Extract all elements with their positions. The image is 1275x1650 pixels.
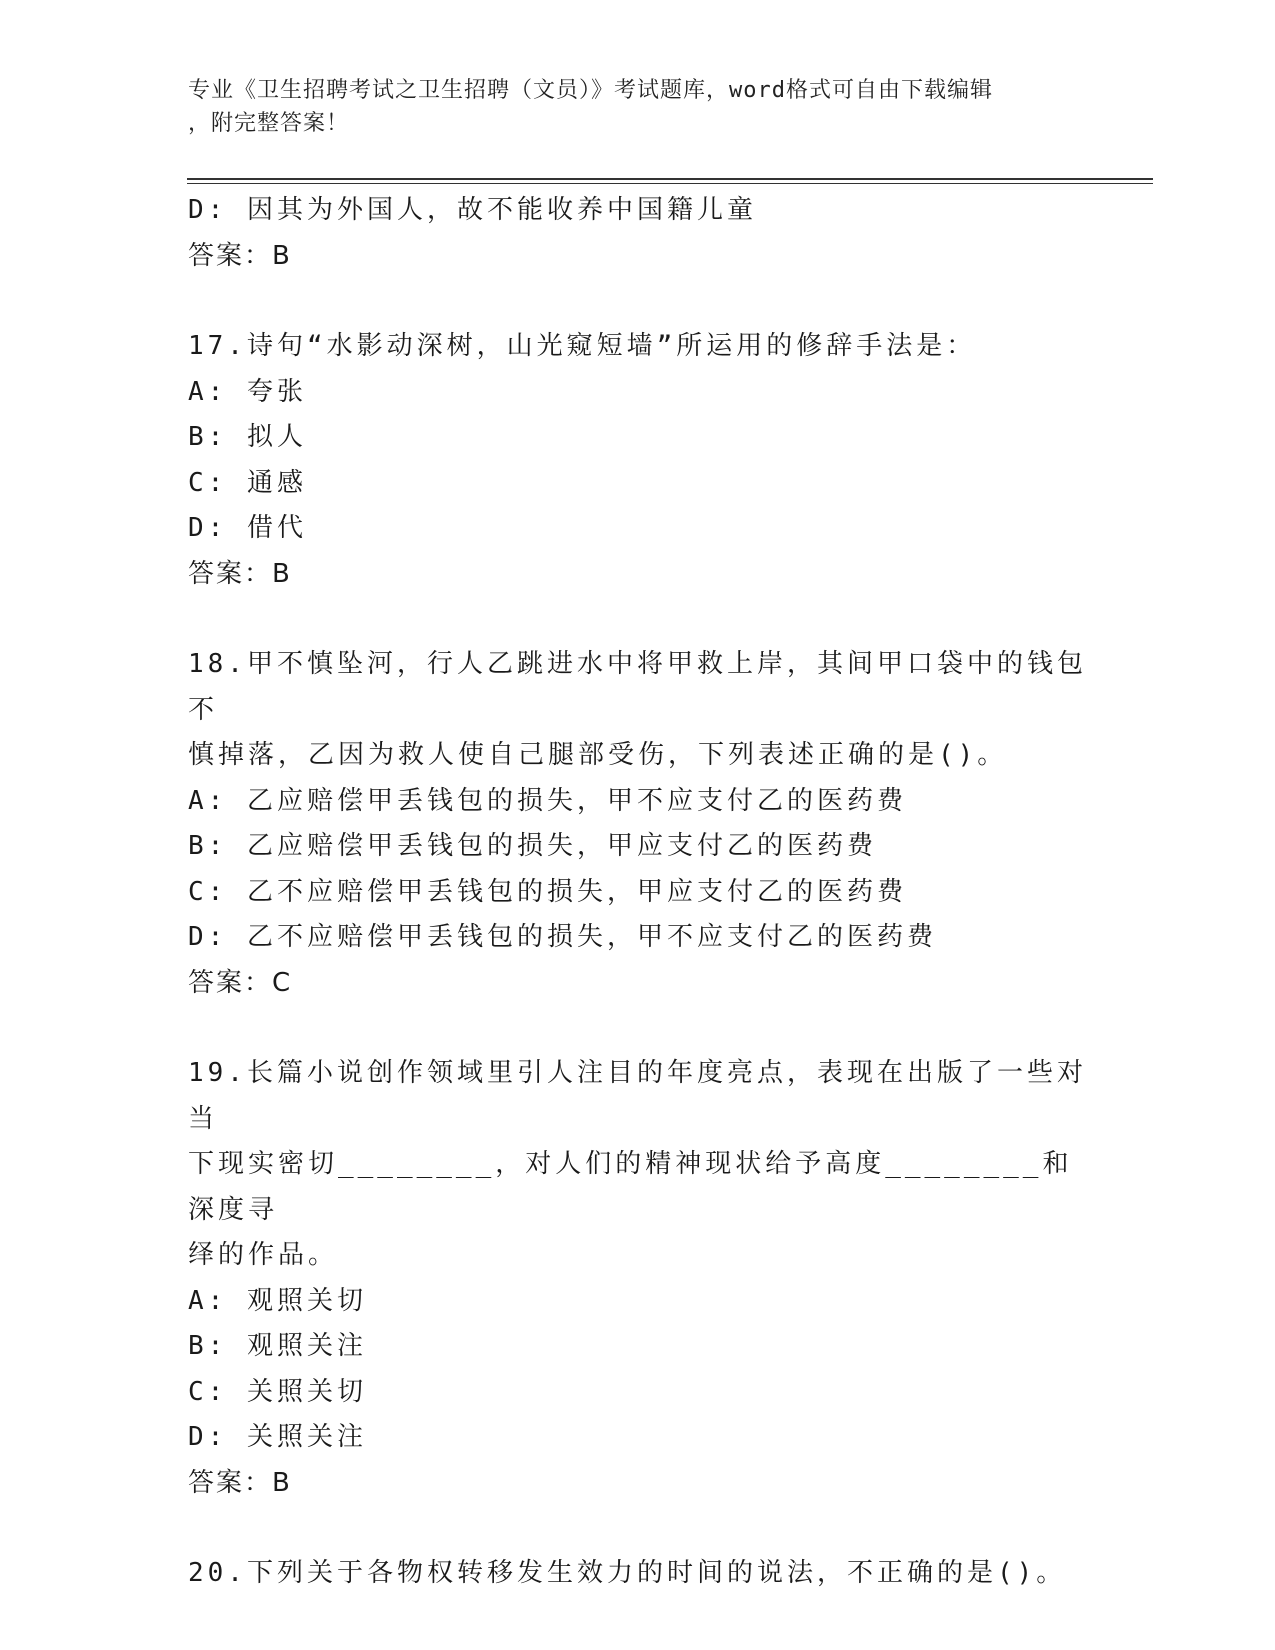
option-c: C: 通感 xyxy=(188,467,307,498)
header-text-line-2: ，附完整答案！ xyxy=(188,111,350,136)
question-stem-line-2: 慎掉落，乙因为救人使自己腿部受伤，下列表述正确的是()。 xyxy=(188,740,1008,770)
option-a: A: 观照关切 xyxy=(188,1285,367,1316)
question-stem-line-1: 19.长篇小说创作领域里引人注目的年度亮点，表现在出版了一些对当 xyxy=(188,1058,1087,1134)
question-stem: 17.诗句“水影动深树，山光窥短墙”所运用的修辞手法是： xyxy=(188,331,977,361)
question-list xyxy=(188,188,1088,1597)
option-a: A: 夸张 xyxy=(188,376,307,407)
option-d: D: 乙不应赔偿甲丢钱包的损失，甲不应支付乙的医药费 xyxy=(188,922,937,952)
header-divider-thin xyxy=(187,183,1153,184)
header-text-line-1: 专业《卫生招聘考试之卫生招聘（文员）》考试题库，word格式可自由下载编辑 xyxy=(188,78,993,103)
question-18 xyxy=(188,642,1088,1006)
question-carry-over xyxy=(188,188,1088,279)
option-d: D: 因其为外国人，故不能收养中国籍儿童 xyxy=(188,195,757,225)
question-17 xyxy=(188,324,1088,597)
answer-line: 答案：B xyxy=(188,240,292,271)
option-b: B: 拟人 xyxy=(188,422,307,452)
option-b: B: 乙应赔偿甲丢钱包的损失，甲应支付乙的医药费 xyxy=(188,831,877,861)
answer-line: 答案：B xyxy=(188,558,292,589)
question-20 xyxy=(188,1551,1088,1597)
question-19 xyxy=(188,1051,1088,1506)
option-a: A: 乙应赔偿甲丢钱包的损失，甲不应支付乙的医药费 xyxy=(188,785,907,816)
option-d: D: 借代 xyxy=(188,513,307,543)
option-b: B: 观照关注 xyxy=(188,1331,367,1361)
answer-line: 答案：C xyxy=(188,967,293,998)
question-stem-line-3: 绎的作品。 xyxy=(188,1240,339,1270)
option-d: D: 关照关注 xyxy=(188,1422,367,1452)
question-stem-line-2: 下现实密切________，对人们的精神现状给予高度________和深度寻 xyxy=(188,1149,1073,1225)
option-c: C: 乙不应赔偿甲丢钱包的损失，甲应支付乙的医药费 xyxy=(188,876,907,907)
question-stem: 20.下列关于各物权转移发生效力的时间的说法，不正确的是()。 xyxy=(188,1558,1067,1588)
page-header xyxy=(188,74,1068,140)
header-divider xyxy=(187,178,1153,180)
answer-line: 答案：B xyxy=(188,1467,292,1498)
option-c: C: 关照关切 xyxy=(188,1376,367,1407)
question-stem-line-1: 18.甲不慎坠河，行人乙跳进水中将甲救上岸，其间甲口袋中的钱包不 xyxy=(188,649,1087,725)
